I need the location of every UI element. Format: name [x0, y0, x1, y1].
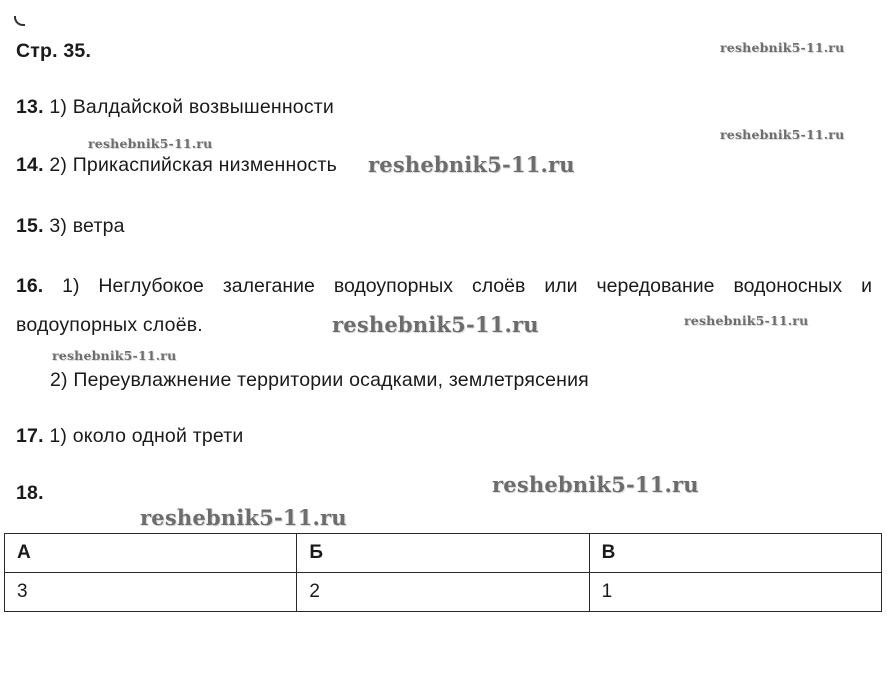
question-number: 13.	[16, 96, 44, 118]
question-16-line-2: водоупорных слоёв.	[16, 314, 203, 336]
question-number: 15.	[16, 215, 44, 237]
watermark: reshebnik5-11.ru	[332, 312, 539, 337]
question-17	[16, 425, 244, 448]
question-number: 14.	[16, 154, 44, 176]
answer-text: 2) Прикаспийская низменность	[49, 154, 337, 176]
watermark: reshebnik5-11.ru	[720, 40, 845, 55]
watermark: reshebnik5-11.ru	[52, 348, 177, 363]
table-header-cell: В	[589, 534, 881, 573]
answer-text: 1) около одной трети	[49, 425, 244, 447]
question-18: 18.	[16, 482, 44, 504]
watermark: reshebnik5-11.ru	[720, 127, 845, 142]
table-cell: 3	[5, 573, 297, 612]
answer-text: 3) ветра	[49, 215, 125, 237]
watermark: reshebnik5-11.ru	[140, 505, 347, 530]
watermark: reshebnik5-11.ru	[368, 152, 575, 177]
watermark: reshebnik5-11.ru	[492, 472, 699, 497]
corner-mark	[14, 16, 25, 26]
question-15	[16, 215, 125, 238]
watermark: reshebnik5-11.ru	[88, 136, 213, 151]
table-header-cell: А	[5, 534, 297, 573]
table-cell: 1	[589, 573, 881, 612]
answer-text: 1) Неглубокое залегание водоупорных слоёв или чередование водоносных и	[62, 275, 873, 297]
question-16-line-1	[16, 275, 872, 298]
table-header-cell: Б	[297, 534, 589, 573]
answer-text: 1) Валдайской возвышенности	[49, 96, 335, 118]
question-number: 17.	[16, 425, 44, 447]
watermark: reshebnik5-11.ru	[684, 313, 809, 328]
table-cell: 2	[297, 573, 589, 612]
question-16-line-3: 2) Переувлажнение территории осадками, землетрясения	[50, 369, 589, 391]
question-14	[16, 154, 337, 177]
table-row	[5, 573, 882, 612]
question-number: 16.	[16, 275, 44, 297]
question-13	[16, 96, 334, 119]
page-header: Стр. 35.	[16, 40, 92, 62]
table-header-row	[5, 534, 882, 573]
answer-table	[4, 533, 882, 612]
